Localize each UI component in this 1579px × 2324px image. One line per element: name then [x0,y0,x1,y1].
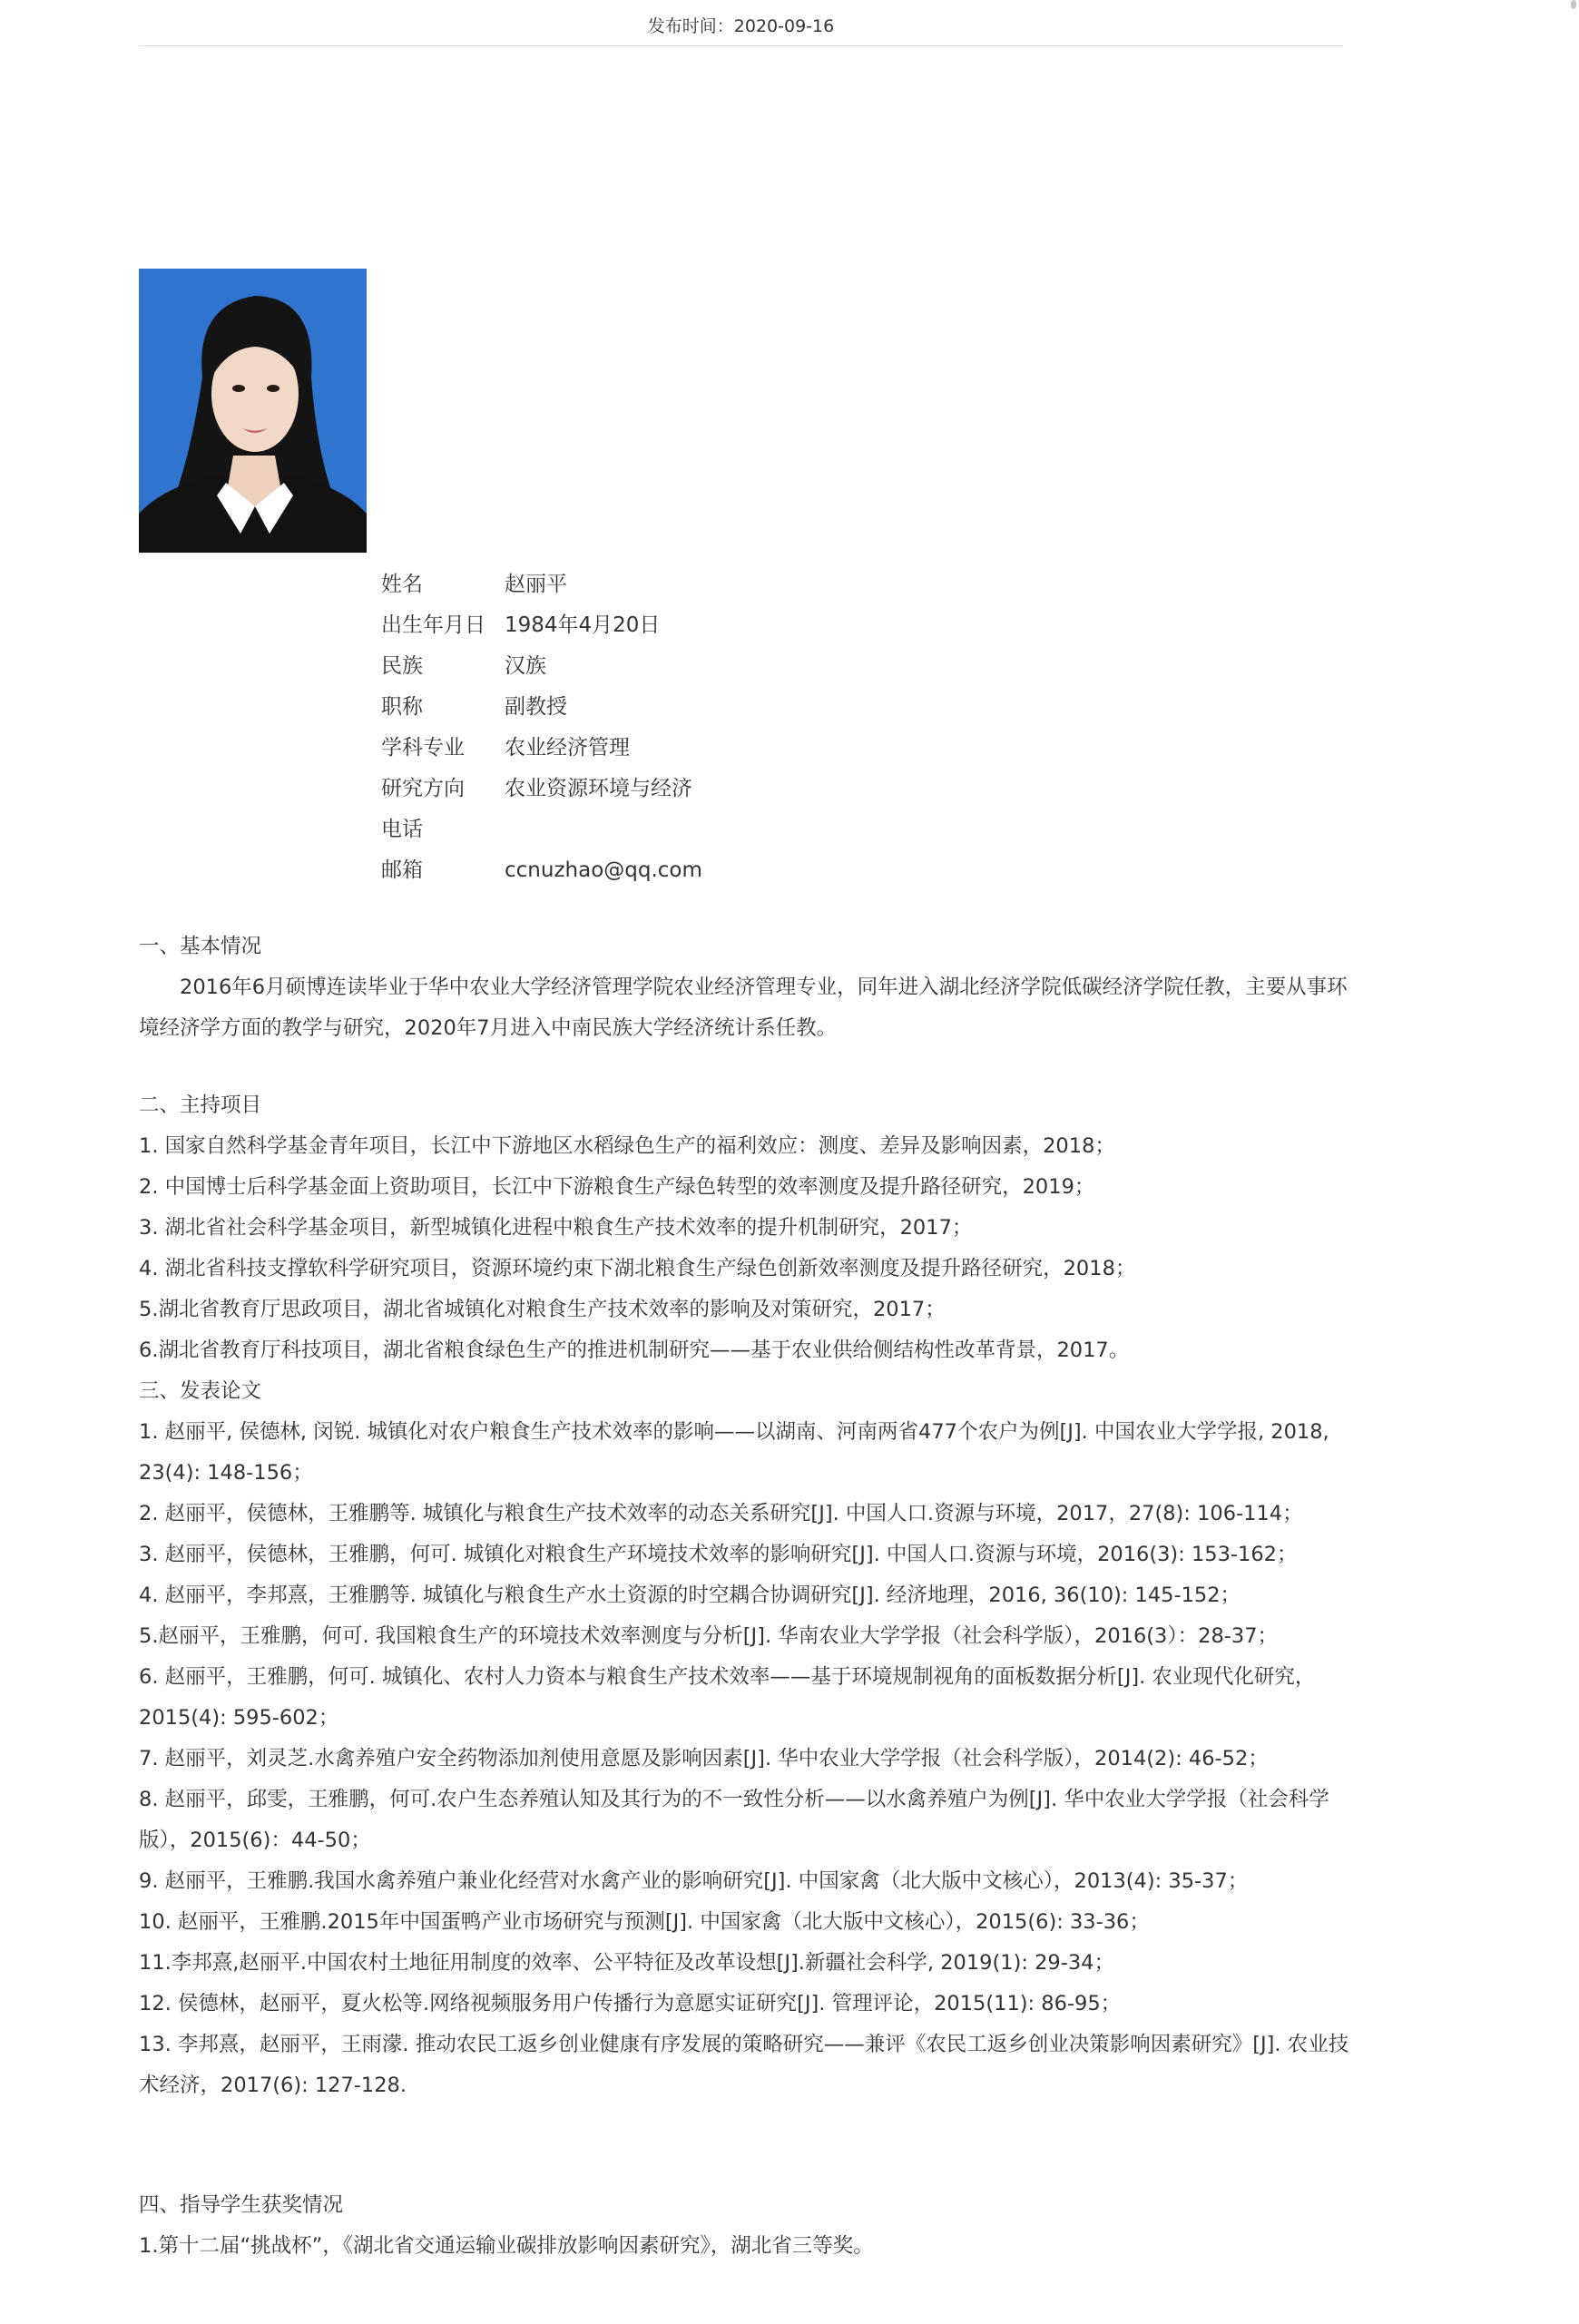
list-item: 5.湖北省教育厅思政项目，湖北省城镇化对粮食生产技术效率的影响及对策研究，2017； [139,1298,946,1321]
info-label: 电话 [381,818,423,841]
list-item: 5.赵丽平，王雅鹏，何可. 我国粮食生产的环境技术效率测度与分析[J]. 华南农业大学学报（社会科学版），2016(3）：28-37； [139,1624,1279,1648]
list-item: 12. 侯德林，赵丽平，夏火松等.网络视频服务用户传播行为意愿实证研究[J]. 管理评论，2015(11): 86-95； [139,1992,1122,2015]
info-value: 农业经济管理 [505,736,630,760]
profile-photo [139,269,367,553]
info-row-phone [381,809,702,850]
info-label: 姓名 [381,573,423,596]
list-item: 10. 赵丽平，王雅鹏.2015年中国蛋鸭产业市场研究与预测[J]. 中国家禽（北大版中文核心），2015(6): 33-36； [139,1910,1150,1934]
info-value: ccnuzhao@qq.com [505,858,702,882]
list-item: 2. 赵丽平，侯德林，王雅鹏等. 城镇化与粮食生产技术效率的动态关系研究[J]. 中国人口.资源与环境，2017，27(8): 106-114； [139,1502,1303,1525]
list-item: 1.第十二届“挑战杯”，《湖北省交通运输业碳排放影响因素研究》，湖北省三等奖。 [139,2234,874,2258]
info-row-email [381,850,702,891]
publish-date: 发布时间：2020-09-16 [647,16,835,36]
list-item: 4. 湖北省科技支撑软科学研究项目，资源环境约束下湖北粮食生产绿色创新效率测度及提升路径研究，2018； [139,1257,1136,1280]
info-value: 汉族 [505,654,546,678]
list-item: 2. 中国博士后科学基金面上资助项目，长江中下游粮食生产绿色转型的效率测度及提升路径研究，2019； [139,1175,1095,1199]
info-label: 民族 [381,654,423,678]
info-label: 研究方向 [381,777,465,800]
info-value: 赵丽平 [505,573,567,596]
section-projects [139,1085,1355,2106]
section-heading: 三、发表论文 [139,1379,262,1403]
list-item: 13. 李邦熹，赵丽平，王雨濛. 推动农民工返乡创业健康有序发展的策略研究——兼评《农民工返乡创业决策影响因素研究》[J]. 农业技术经济，2017(6): 127-128. [139,2033,1349,2097]
list-item: 8. 赵丽平，邱雯，王雅鹏，何可.农户生态养殖认知及其行为的不一致性分析——以水禽养殖户为例[J]. 华中农业大学学报（社会科学版），2015(6)：44-50； [139,1788,1329,1852]
list-item: 7. 赵丽平，刘灵芝.水禽养殖户安全药物添加剂使用意愿及影响因素[J]. 华中农业大学学报（社会科学版），2014(2): 46-52； [139,1747,1269,1770]
section-basic [139,927,1355,1049]
list-item: 1. 赵丽平, 侯德林, 闵锐. 城镇化对农户粮食生产技术效率的影响——以湖南、河南两省477个农户为例[J]. 中国农业大学学报, 2018, 23(4): 148-156； [139,1420,1329,1485]
section-heading: 二、主持项目 [139,1093,262,1117]
info-row-ethnicity [381,646,702,687]
divider [139,45,1343,46]
info-label: 邮箱 [381,858,423,882]
list-item: 3. 赵丽平，侯德林，王雅鹏，何可. 城镇化对粮食生产环境技术效率的影响研究[J]. 中国人口.资源与环境，2016(3): 153-162； [139,1543,1298,1566]
list-item: 3. 湖北省社会科学基金项目，新型城镇化进程中粮食生产技术效率的提升机制研究，2017； [139,1216,973,1240]
section-paragraph: 2016年6月硕博连读毕业于华中农业大学经济管理学院农业经济管理专业，同年进入湖北经济学院低碳经济学院任教，主要从事环境经济学方面的教学与研究，2020年7月进入中南民族大学经济统计系任教。 [139,976,1348,1040]
info-row-research [381,769,702,809]
info-row-birthdate [381,605,702,646]
list-item: 1. 国家自然科学基金青年项目，长江中下游地区水稻绿色生产的福利效应：测度、差异及影响因素，2018； [139,1134,1115,1158]
list-item: 9. 赵丽平，王雅鹏.我国水禽养殖户兼业化经营对水禽产业的影响研究[J]. 中国家禽（北大版中文核心），2013(4): 35-37； [139,1869,1249,1893]
info-row-title [381,687,702,728]
info-label: 职称 [381,695,423,719]
list-item: 4. 赵丽平，李邦熹，王雅鹏等. 城镇化与粮食生产水土资源的时空耦合协调研究[J]. 经济地理，2016, 36(10): 145-152； [139,1584,1241,1607]
section-heading: 一、基本情况 [139,935,262,958]
list-item: 6. 赵丽平，王雅鹏，何可. 城镇化、农村人力资本与粮食生产技术效率——基于环境规制视角的面板数据分析[J]. 农业现代化研究，2015(4): 595-602； [139,1665,1316,1730]
list-item: 11.李邦熹,赵丽平.中国农村土地征用制度的效率、公平特征及改革设想[J].新疆社会科学, 2019(1): 29-34； [139,1951,1114,1975]
list-item: 6.湖北省教育厅科技项目，湖北省粮食绿色生产的推进机制研究——基于农业供给侧结构性改革背景，2017。 [139,1339,1130,1362]
scrollbar-thumb[interactable] [1571,0,1576,9]
info-value: 农业资源环境与经济 [505,777,692,800]
info-row-name [381,564,702,605]
section-heading: 四、指导学生获奖情况 [139,2193,344,2217]
portrait-image [139,269,367,553]
profile-info [381,564,702,891]
info-row-discipline [381,728,702,769]
info-label: 出生年月日 [381,613,485,637]
info-value: 副教授 [505,695,567,719]
page-scrollbar[interactable] [1566,0,1579,2324]
info-value: 1984年4月20日 [505,613,661,637]
section-awards [139,2185,1355,2267]
info-label: 学科专业 [381,736,465,760]
